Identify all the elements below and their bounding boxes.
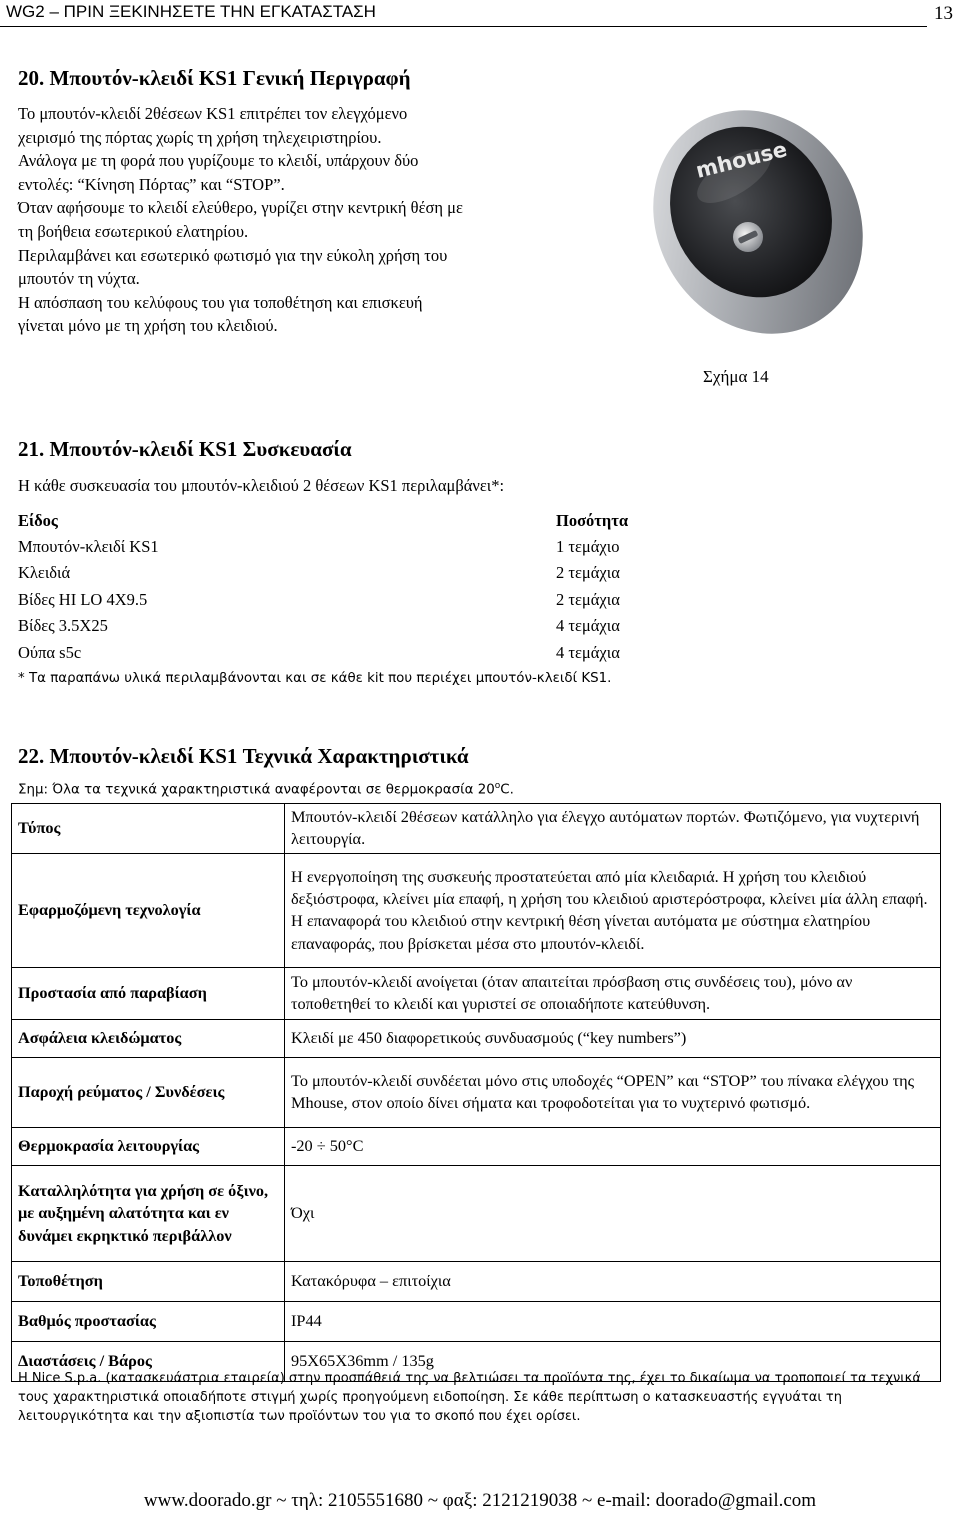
spec-row xyxy=(12,1057,941,1127)
column-quantity-header: Ποσότητα xyxy=(556,511,629,530)
figure-caption: Σχήμα 14 xyxy=(703,367,769,386)
item-quantity: 2 τεμάχια xyxy=(556,563,620,582)
spec-label: Προστασία από παραβίαση xyxy=(12,967,285,1019)
spec-label: Τοποθέτηση xyxy=(12,1261,285,1301)
section-22-title: 22. Μπουτόν-κλειδί KS1 Τεχνικά Χαρακτηριστικά xyxy=(18,744,469,768)
header-title: WG2 – ΠΡΙΝ ΞΕΚΙΝΗΣΕΤΕ ΤΗΝ ΕΓΚΑΤΑΣΤΑΣΗ xyxy=(6,2,376,21)
description-line: τη βοήθεια εσωτερικού ελατηρίου. xyxy=(18,221,249,241)
spec-row xyxy=(12,804,941,854)
column-item-header: Είδος xyxy=(18,511,58,530)
description-line: Περιλαμβάνει και εσωτερικό φωτισμό για την εύκολη χρήση του xyxy=(18,245,448,265)
spec-row xyxy=(12,1301,941,1341)
package-item-row xyxy=(18,590,718,616)
package-item-row xyxy=(18,563,718,589)
item-name: Βίδες HI LO 4X9.5 xyxy=(18,590,148,609)
description-line: εντολές: “Κίνηση Πόρτας” και “STOP”. xyxy=(18,174,285,194)
spec-label: Ασφάλεια κλειδώματος xyxy=(12,1019,285,1057)
spec-row xyxy=(12,1019,941,1057)
manufacturer-disclaimer: Η Nice S.p.a. (κατασκευάστρια εταιρεία) στην προσπάθειά της να βελτιώσει τα προϊόντα της, έχει το δικαίωμα να τροποποιεί τα τεχνικά τους χαρακτηριστικά οποιαδήποτε στιγμή χωρίς προηγούμενη ειδοποίηση. Σε κάθε περίπτωση ο κατασκευαστής εγγυάται τη λειτουργικότητα και την αξιοπιστία των προϊόντων του για το σκοπό που έχει ορίσει. xyxy=(18,1371,921,1424)
spec-value: IP44 xyxy=(285,1301,941,1341)
spec-value: Όχι xyxy=(285,1165,941,1261)
mhouse-logo: mhouse xyxy=(693,137,790,183)
spec-value: Κατακόρυφα – επιτοίχια xyxy=(285,1261,941,1301)
section-20-title: 20. Μπουτόν-κλειδί KS1 Γενική Περιγραφή xyxy=(18,66,411,90)
description-line: Όταν αφήσουμε το κλειδί ελεύθερο, γυρίζει στην κεντρική θέση με xyxy=(18,198,463,218)
item-quantity: 1 τεμάχιο xyxy=(556,537,620,556)
spec-label: Τύπος xyxy=(12,804,285,854)
spec-value: Η ενεργοποίηση της συσκευής προστατεύεται από μία κλειδαριά. Η χρήση του κλειδιού δεξιόστροφα, κλείνει μία επαφή, η χρήση του κλειδιού αριστερόστροφα, κλείνει μία άλλη επαφή. Η επαναφορά του κλειδιού στην κεντρική θέση γίνεται αυτόματα με σύστημα ελατηρίου επαναφοράς, που βρίσκεται μέσα στο μπουτόν-κλειδί. xyxy=(285,853,941,967)
temperature-note: Σημ: Όλα τα τεχνικά χαρακτηριστικά αναφέρονται σε θερμοκρασία 20$^o$C. xyxy=(18,781,514,798)
package-note: * Τα παραπάνω υλικά περιλαμβάνονται και σε κάθε kit που περιέχει μπουτόν-κλειδί KS1. xyxy=(18,671,612,686)
spec-row xyxy=(12,967,941,1019)
description-line: Το μπουτόν-κλειδί 2θέσεων KS1 επιτρέπει τον ελεγχόμενο xyxy=(18,104,408,123)
description-line: Η απόσπαση του κελύφους του για τοποθέτηση και επισκευή xyxy=(18,292,423,312)
spec-label: Θερμοκρασία λειτουργίας xyxy=(12,1127,285,1165)
spec-label: Εφαρμοζόμενη τεχνολογία xyxy=(12,853,285,967)
item-name: Μπουτόν-κλειδί KS1 xyxy=(18,537,159,556)
spec-label: Διαστάσεις / Βάρος xyxy=(12,1341,285,1381)
description-line: χειρισμό της πόρτας χωρίς τη χρήση τηλεχειριστηρίου. xyxy=(18,127,382,147)
page-header xyxy=(0,0,927,27)
spec-label: Παροχή ρεύματος / Συνδέσεις xyxy=(12,1057,285,1127)
package-item-row xyxy=(18,537,718,563)
description-line: Ανάλογα με τη φορά που γυρίζουμε το κλειδί, υπάρχουν δύο xyxy=(18,151,419,171)
item-name: Βίδες 3.5X25 xyxy=(18,616,108,635)
spec-label: Βαθμός προστασίας xyxy=(12,1301,285,1341)
spec-value: 95X65X36mm / 135g xyxy=(285,1341,941,1381)
page-number: 13 xyxy=(934,3,953,24)
spec-value: Το μπουτόν-κλειδί συνδέεται μόνο στις υποδοχές “OPEN” και “STOP” του πίνακα ελέγχου της Mhouse, στον οποίο δίνει σήματα και τροφοδοτείται για το νυχτερινό φωτισμό. xyxy=(285,1057,941,1127)
specs-table xyxy=(11,803,941,1382)
item-quantity: 4 τεμάχια xyxy=(556,643,620,662)
description-line: μπουτόν τη νύχτα. xyxy=(18,269,140,289)
package-item-row xyxy=(18,643,718,669)
package-header-row xyxy=(18,511,718,537)
spec-row xyxy=(12,1261,941,1301)
spec-value: Μπουτόν-κλειδί 2θέσεων κατάλληλο για έλεγχο αυτόματων πορτών. Φωτιζόμενο, για νυχτερινή λειτουργία. xyxy=(285,804,941,854)
item-name: Κλειδιά xyxy=(18,563,71,582)
spec-row xyxy=(12,1165,941,1261)
section-21-title: 21. Μπουτόν-κλειδί KS1 Συσκευασία xyxy=(18,437,352,461)
package-item-row xyxy=(18,616,718,642)
description-line: γίνεται μόνο με τη χρήση του κλειδιού. xyxy=(18,316,278,336)
section-20-description xyxy=(18,102,578,338)
package-intro: Η κάθε συσκευασία του μπουτόν-κλειδιού 2 θέσεων KS1 περιλαμβάνει*: xyxy=(18,476,505,495)
item-quantity: 2 τεμάχια xyxy=(556,590,620,609)
spec-value: -20 ÷ 50°C xyxy=(285,1127,941,1165)
spec-row xyxy=(12,1127,941,1165)
spec-row xyxy=(12,853,941,967)
key-switch-photo xyxy=(620,104,902,362)
spec-value: Κλειδί με 450 διαφορετικούς συνδυασμούς (“key numbers”) xyxy=(285,1019,941,1057)
contact-footer: www.doorado.gr ~ τηλ: 2105551680 ~ φαξ: 2121219038 ~ e-mail: doorado@gmail.com xyxy=(143,1490,817,1511)
item-quantity: 4 τεμάχια xyxy=(556,616,620,635)
item-name: Ούπα s5c xyxy=(18,643,82,662)
spec-label: Καταλληλότητα για χρήση σε όξινο, με αυξημένη αλατότητα και εν δυνάμει εκρηκτικό περιβάλλον xyxy=(12,1165,285,1261)
spec-value: Το μπουτόν-κλειδί ανοίγεται (όταν απαιτείται πρόσβαση στις συνδέσεις του), μόνο αν τοποθετηθεί το κλειδί και γυριστεί σε οποιαδήποτε κατεύθυνση. xyxy=(285,967,941,1019)
